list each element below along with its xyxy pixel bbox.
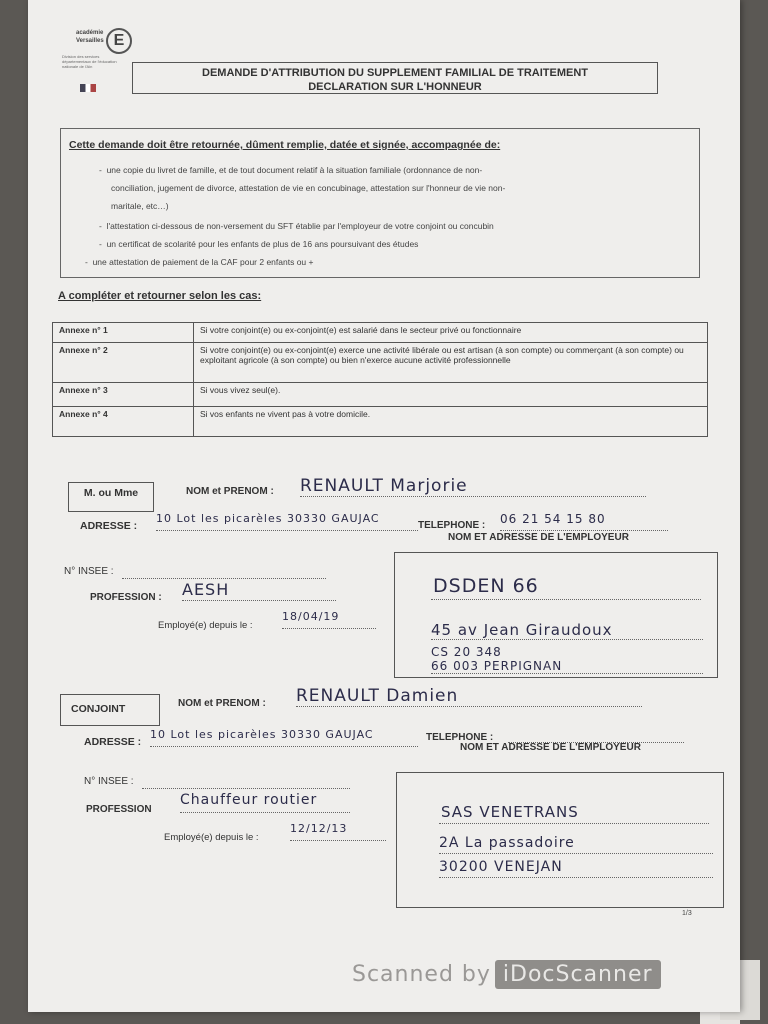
logo-emblem-icon: E [106,28,132,54]
annex-text: Si votre conjoint(e) ou ex-conjoint(e) exerce une activité libérale ou est artisan (à son compte) ou commerçant (à son compte) ou exploitant agricole (à son compte) ou bien n'exerce aucune activité professionnelle [194,343,708,383]
bullet-1-cont2: maritale, etc…) [111,201,169,211]
logo-line1: académie [76,30,104,36]
scanner-watermark [352,962,661,987]
title-line2: DECLARATION SUR L'HONNEUR [308,81,482,93]
bullet-2: - l'attestation ci-dessous de non-versement du SFT établie par l'employeur de votre conjoint ou concubin [99,221,494,231]
spouse-since-field[interactable]: 12/12/13 [290,822,386,841]
applicant-name-field[interactable]: RENAULT Marjorie [300,476,646,497]
spouse-box-label: CONJOINT [71,703,126,715]
spouse-insee-field[interactable] [142,776,350,789]
annex-key: Annexe n° 2 [53,343,194,383]
spouse-phone-label: TELEPHONE : [426,732,494,743]
table-row [53,383,708,407]
section-subheading: A compléter et retourner selon les cas: [58,290,262,302]
annex-key: Annexe n° 3 [53,383,194,407]
bullet-3: - un certificat de scolarité pour les enfants de plus de 16 ans poursuivant des études [99,239,419,249]
bullet-1-text: une copie du livret de famille, et de tout document relatif à la situation familiale (ordonnance de non- [106,165,483,175]
applicant-since-label: Employé(e) depuis le : [158,620,253,631]
annex-text: Si vos enfants ne vivent pas à votre domicile. [194,407,708,437]
spouse-label-box [60,694,160,726]
applicant-since-field[interactable]: 18/04/19 [282,610,376,629]
academy-logo [62,26,138,96]
table-row [53,407,708,437]
spouse-employer-line2[interactable]: 2A La passadoire [439,835,575,851]
spouse-name-label: NOM et PRENOM : [178,698,266,709]
spouse-employer-line1[interactable]: SAS VENETRANS [441,803,579,821]
applicant-employer-box [394,552,718,678]
instructions-box [60,128,700,278]
spouse-name-field[interactable]: RENAULT Damien [296,686,642,707]
spouse-since-label: Employé(e) depuis le : [164,832,259,843]
applicant-employer-line2[interactable]: 45 av Jean Giraudoux [431,621,613,639]
applicant-employer-label: NOM ET ADRESSE DE L'EMPLOYEUR [448,532,629,543]
spouse-phone-field[interactable] [508,728,684,743]
applicant-profession-label: PROFESSION : [90,592,162,603]
table-row [53,343,708,383]
spouse-profession-field[interactable]: Chauffeur routier [180,792,350,813]
spouse-insee-label: N° INSEE : [84,776,134,787]
applicant-address-label: ADRESSE : [80,520,138,532]
bullet-4: - une attestation de paiement de la CAF pour 2 enfants ou + [85,257,314,267]
watermark-brand: iDocScanner [495,960,661,989]
logo-line2: Versailles [76,38,104,44]
page-number: 1/3 [682,910,692,917]
applicant-label-box [68,482,154,512]
bullet-2-text: l'attestation ci-dessous de non-versement du SFT établie par l'employeur de votre conjoint ou concubin [106,221,494,231]
applicant-profession-field[interactable]: AESH [182,580,336,601]
annex-table [52,322,708,437]
applicant-employer-line4[interactable]: 66 003 PERPIGNAN [431,659,563,673]
annex-key: Annexe n° 4 [53,407,194,437]
applicant-box-label: M. ou Mme [83,487,139,499]
logo-subtext: Division des services départementaux de l'éducation nationale de l'Ain [62,54,117,69]
table-row [53,323,708,343]
bullet-1-cont: conciliation, jugement de divorce, attestation de vie en concubinage, attestation sur l'honneur de vie non- [111,183,506,193]
republic-flag-icon [80,84,96,92]
spouse-profession-label: PROFESSION [86,804,152,815]
annex-key: Annexe n° 1 [53,323,194,343]
applicant-name-label: NOM et PRENOM : [186,486,274,497]
spouse-employer-line3[interactable]: 30200 VENEJAN [439,859,563,875]
instructions-heading: Cette demande doit être retournée, dûment remplie, datée et signée, accompagnée de: [69,139,501,151]
applicant-address-field[interactable]: 10 Lot les picarèles 30330 GAUJAC [156,512,418,531]
bullet-4-text: une attestation de paiement de la CAF pour 2 enfants ou + [92,257,314,267]
spouse-employer-box [396,772,724,908]
applicant-insee-field[interactable] [122,566,326,579]
applicant-phone-label: TELEPHONE : [418,520,486,531]
applicant-phone-field[interactable]: 06 21 54 15 80 [500,512,668,531]
bullet-3-text: un certificat de scolarité pour les enfants de plus de 16 ans poursuivant des études [106,239,419,249]
annex-text: Si vous vivez seul(e). [194,383,708,407]
watermark-prefix: Scanned by [352,962,491,987]
applicant-employer-line3[interactable]: CS 20 348 [431,645,502,659]
annex-text: Si votre conjoint(e) ou ex-conjoint(e) est salarié dans le secteur privé ou fonctionnaire [194,323,708,343]
title-line1: DEMANDE D'ATTRIBUTION DU SUPPLEMENT FAMILIAL DE TRAITEMENT [202,67,588,79]
applicant-insee-label: N° INSEE : [64,566,114,577]
form-title [132,62,658,94]
spouse-address-field[interactable]: 10 Lot les picarèles 30330 GAUJAC [150,728,418,747]
bullet-1: - une copie du livret de famille, et de tout document relatif à la situation familiale (ordonnance de non- [99,165,483,175]
spouse-employer-label: NOM ET ADRESSE DE L'EMPLOYEUR [460,742,641,753]
spouse-address-label: ADRESSE : [84,736,142,748]
applicant-employer-line1[interactable]: DSDEN 66 [433,575,539,597]
